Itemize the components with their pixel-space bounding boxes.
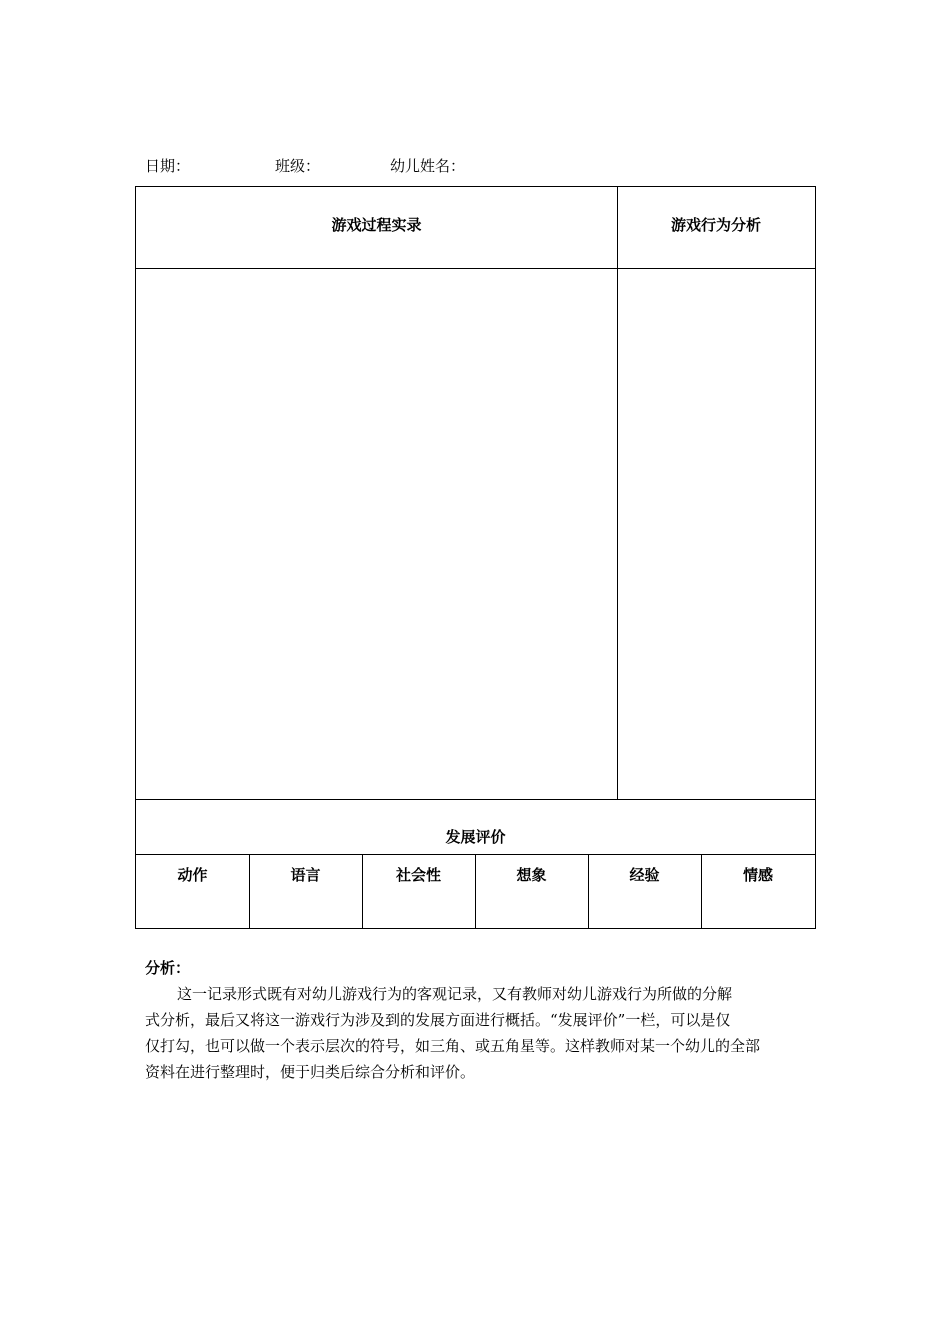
evaluation-col-emotion: 情感	[742, 866, 773, 884]
analysis-paragraph-line: 仅打勾，也可以做一个表示层次的符号，如三角、或五角星等。这样教师对某一个幼儿的全部	[145, 1037, 761, 1055]
date-label: 日期：	[145, 157, 191, 175]
analysis-paragraph-line: 资料在进行整理时，便于归类后综合分析和评价。	[145, 1063, 476, 1081]
development-evaluation-header: 发展评价	[445, 828, 506, 846]
evaluation-col-motor: 动作	[177, 866, 208, 884]
evaluation-col-social: 社会性	[395, 866, 441, 884]
observation-record-table	[135, 186, 816, 929]
evaluation-col-experience: 经验	[629, 866, 660, 884]
analysis-title: 分析：	[145, 959, 191, 977]
analysis-section	[145, 955, 810, 1085]
child-name-label: 幼儿姓名：	[390, 157, 466, 175]
analysis-paragraph-line: 这一记录形式既有对幼儿游戏行为的客观记录，又有教师对幼儿游戏行为所做的分解	[177, 985, 733, 1003]
game-analysis-cell[interactable]	[618, 269, 815, 799]
class-label: 班级：	[275, 157, 321, 175]
analysis-paragraph-line: 式分析，最后又将这一游戏行为涉及到的发展方面进行概括。“发展评价”一栏，可以是仅	[145, 1011, 731, 1029]
game-record-cell[interactable]	[136, 269, 617, 799]
game-analysis-header: 游戏行为分析	[670, 216, 761, 234]
record-area-bottom	[136, 799, 815, 800]
game-record-header: 游戏过程实录	[331, 216, 422, 234]
evaluation-col-imagination: 想象	[516, 866, 547, 884]
evaluation-col-language: 语言	[290, 866, 321, 884]
record-meta-line	[145, 155, 815, 175]
